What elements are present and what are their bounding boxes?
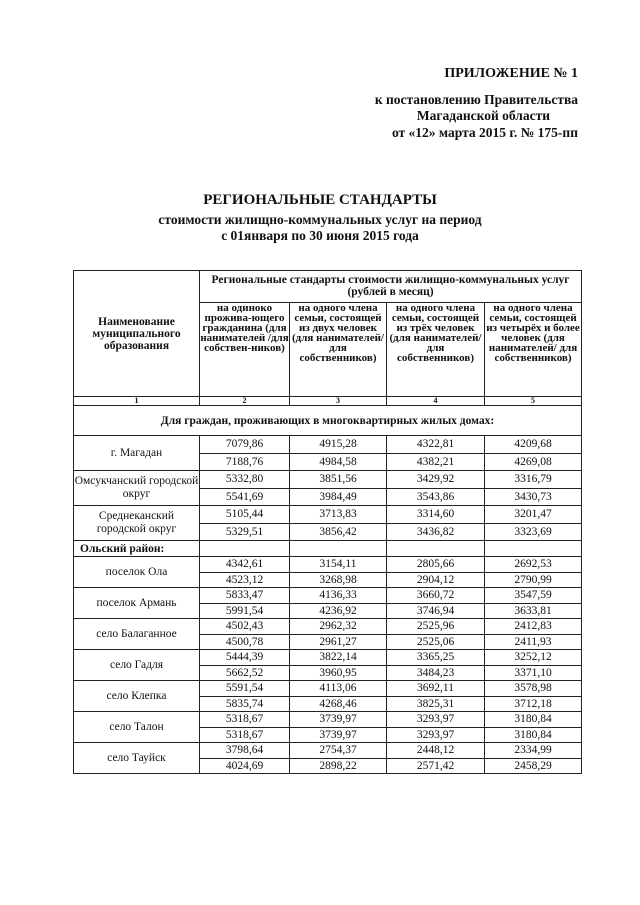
cost-value: 4915,28 [290,436,387,454]
cost-value: 2805,66 [387,557,485,573]
table-row [74,712,582,728]
cost-value: 3323,69 [485,523,582,541]
cost-value: 3484,23 [387,665,485,681]
table-row [74,743,582,759]
cost-value: 3633,81 [485,603,582,619]
header-group: Региональные стандарты стоимости жилищно-коммунальных услуг (рублей в месяц) [200,271,582,303]
standards-table [73,270,582,774]
cost-value: 3825,31 [387,696,485,712]
cost-value: 2525,06 [387,634,485,650]
cost-value: 3746,94 [387,603,485,619]
cost-value: 3713,83 [290,506,387,524]
cost-value: 3436,82 [387,523,485,541]
cost-value: 3180,84 [485,712,582,728]
municipality-name: село Балаганное [74,619,200,650]
cost-value: 5591,54 [200,681,290,697]
municipality-name: поселок Ола [74,557,200,588]
cost-value: 2898,22 [290,758,387,774]
table-row [74,557,582,573]
cost-value: 5444,39 [200,650,290,666]
cost-value: 3293,97 [387,712,485,728]
cost-value: 7188,76 [200,453,290,471]
cost-value: 2334,99 [485,743,582,759]
municipality-name: село Тауйск [74,743,200,774]
cost-value: 4322,81 [387,436,485,454]
cost-value: 5662,52 [200,665,290,681]
cost-value: 2448,12 [387,743,485,759]
column-number: 5 [485,397,582,406]
cost-value: 3960,95 [290,665,387,681]
cost-value: 4024,69 [200,758,290,774]
appendix-line-1: к постановлению Правительства [374,92,578,107]
cost-value: 3739,97 [290,727,387,743]
cost-value: 4236,92 [290,603,387,619]
cost-value: 5332,80 [200,471,290,489]
header-col-three: на одного члена семьи, состоящей из трёх человек (для нанимателей/ для собственников) [387,303,485,397]
appendix-line-3: от «12» марта 2015 г. № 175-пп [391,125,578,140]
cost-value: 3430,73 [485,488,582,506]
table-row [74,436,582,454]
cost-value: 4523,12 [200,572,290,588]
cost-value: 5541,69 [200,488,290,506]
municipality-name: село Клепка [74,681,200,712]
cost-value: 4209,68 [485,436,582,454]
header-col-two: на одного члена семьи, состоящей из двух человек (для нанимателей/ для собственников) [290,303,387,397]
cost-value: 2961,27 [290,634,387,650]
municipality-name: г. Магадан [74,436,200,471]
cost-value: 3293,97 [387,727,485,743]
cost-value: 2458,29 [485,758,582,774]
appendix-title: ПРИЛОЖЕНИЕ № 1 [444,66,578,81]
section-title: Для граждан, проживающих в многоквартирных жилых домах: [74,406,582,436]
cost-value: 3252,12 [485,650,582,666]
cost-value: 2790,99 [485,572,582,588]
municipality-name: село Талон [74,712,200,743]
cost-value: 3692,11 [387,681,485,697]
cost-value: 3316,79 [485,471,582,489]
cost-value: 3268,98 [290,572,387,588]
cost-value: 3180,84 [485,727,582,743]
cost-value: 3798,64 [200,743,290,759]
appendix-line-2: Магаданской области [416,108,550,123]
region-title: Ольский район: [74,541,200,557]
cost-value: 5833,47 [200,588,290,604]
table-row [74,681,582,697]
page-subtitle-1: стоимости жилищно-коммунальных услуг на период [158,212,482,227]
cost-value: 4382,21 [387,453,485,471]
column-number: 4 [387,397,485,406]
cost-value: 2411,93 [485,634,582,650]
cost-value: 4984,58 [290,453,387,471]
cost-value: 4502,43 [200,619,290,635]
municipality-name: село Гадля [74,650,200,681]
cost-value: 2962,32 [290,619,387,635]
cost-value: 3371,10 [485,665,582,681]
cost-value: 3984,49 [290,488,387,506]
cost-value: 3660,72 [387,588,485,604]
cost-value: 2692,53 [485,557,582,573]
cost-value: 2904,12 [387,572,485,588]
table-row [74,650,582,666]
municipality-name: Среднеканский городской округ [74,506,200,541]
header-col-four: на одного члена семьи, состоящей из четырёх и более человек (для нанимателей/ для собственников) [485,303,582,397]
column-number: 1 [74,397,200,406]
cost-value: 2754,37 [290,743,387,759]
cost-value: 4500,78 [200,634,290,650]
municipality-name: Омсукчанский городской округ [74,471,200,506]
cost-value: 3201,47 [485,506,582,524]
cost-value: 5105,44 [200,506,290,524]
column-number: 3 [290,397,387,406]
cost-value: 3429,92 [387,471,485,489]
page-subtitle-2: с 01января по 30 июня 2015 года [221,228,419,243]
table-row [74,471,582,489]
cost-value: 5318,67 [200,727,290,743]
cost-value: 3578,98 [485,681,582,697]
cost-value: 4136,33 [290,588,387,604]
municipality-name: поселок Армань [74,588,200,619]
cost-value: 3851,56 [290,471,387,489]
cost-value: 3856,42 [290,523,387,541]
cost-value: 3154,11 [290,557,387,573]
cost-value: 3822,14 [290,650,387,666]
column-number: 2 [200,397,290,406]
cost-value: 4269,08 [485,453,582,471]
header-name-column: Наименование муниципального образования [74,271,200,397]
cost-value: 5835,74 [200,696,290,712]
cost-value: 3543,86 [387,488,485,506]
table-row [74,506,582,524]
cost-value: 2525,96 [387,619,485,635]
cost-value: 3314,60 [387,506,485,524]
cost-value: 5991,54 [200,603,290,619]
cost-value: 5318,67 [200,712,290,728]
cost-value: 2571,42 [387,758,485,774]
cost-value: 3712,18 [485,696,582,712]
table-row [74,588,582,604]
cost-value: 5329,51 [200,523,290,541]
header-col-single: на одиноко прожива-ющего гражданина (для нанимателей /для собствен-ников) [200,303,290,397]
cost-value: 7079,86 [200,436,290,454]
cost-value: 3365,25 [387,650,485,666]
cost-value: 3739,97 [290,712,387,728]
page-title: РЕГИОНАЛЬНЫЕ СТАНДАРТЫ [203,192,437,208]
table-row [74,619,582,635]
cost-value: 4113,06 [290,681,387,697]
cost-value: 4342,61 [200,557,290,573]
cost-value: 4268,46 [290,696,387,712]
cost-value: 2412,83 [485,619,582,635]
cost-value: 3547,59 [485,588,582,604]
